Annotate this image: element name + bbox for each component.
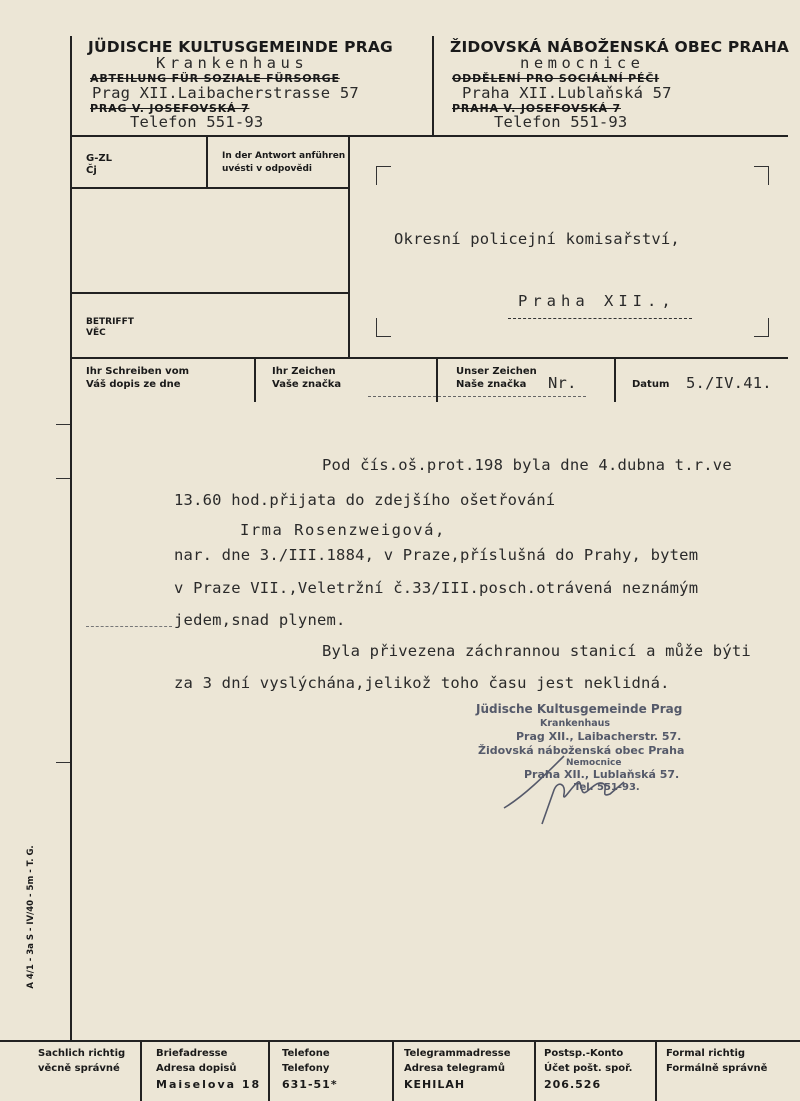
recipient-line-2: Praha XII., (518, 292, 676, 310)
recipient-line-1: Okresní policejní komisařství, (394, 230, 680, 248)
window-corner-tr (754, 166, 769, 185)
footer-divider-1 (140, 1041, 142, 1101)
phone-cz: Telefon 551-93 (494, 113, 628, 131)
footer-divider-2 (268, 1041, 270, 1101)
unser-zeichen-label-de: Unser Zeichen (456, 366, 537, 377)
gzl-label: G-ZL (86, 153, 112, 164)
footer-c5-cz: Účet pošt. spoř. (544, 1063, 633, 1074)
body-line-4: nar. dne 3./III.1884, v Praze,příslušná do Prahy, bytem (174, 546, 699, 564)
footer-c4-value: KEHILAH (404, 1078, 466, 1091)
footer-c3-value: 631-51* (282, 1078, 338, 1091)
stamp-line-5: Nemocnice (566, 758, 622, 768)
footer-c6-de: Formal richtig (666, 1048, 746, 1059)
window-corner-tl (376, 166, 391, 185)
margin-tick (56, 762, 70, 763)
phone-de: Telefon 551-93 (130, 113, 264, 131)
body-line-3: Irma Rosenzweigová, (240, 521, 446, 539)
address-cz: Praha XII.Lublaňská 57 (462, 84, 672, 102)
signature (494, 746, 634, 826)
body-line-8: za 3 dní vyslýchána,jelikož toho času jest neklidná. (174, 674, 670, 692)
stamp-line-2: Krankenhaus (540, 718, 611, 729)
body-dotted-mark (86, 626, 172, 627)
recipient-underline (508, 318, 692, 319)
antwort-label-de: In der Antwort anführen (222, 151, 346, 161)
antwort-label-cz: uvésti v odpovědi (222, 164, 313, 174)
header-divider (432, 36, 434, 136)
org-name-cz: ŽIDOVSKÁ NÁBOŽENSKÁ OBEC PRAHA (450, 38, 790, 56)
footer-c1-cz: věcně správné (38, 1063, 120, 1074)
org-name-de: JÜDISCHE KULTUSGEMEINDE PRAG (88, 38, 393, 56)
ihr-schreiben-label-de: Ihr Schreiben vom (86, 366, 189, 377)
footer-c5-value: 206.526 (544, 1078, 602, 1091)
stamp-line-1: Jüdische Kultusgemeinde Prag (476, 702, 683, 716)
stamp-line-7: Tel. 551-93. (574, 782, 640, 793)
ref-divider-1 (254, 358, 256, 402)
address-de: Prag XII.Laibacherstrasse 57 (92, 84, 359, 102)
footer-c3-cz: Telefony (282, 1063, 330, 1074)
old-address-cz: PRAHA V. JOSEFOVSKÁ 7 (452, 102, 621, 115)
window-corner-br (754, 318, 769, 337)
footer-divider-4 (534, 1041, 536, 1101)
margin-tick (56, 424, 70, 425)
footer-c4-de: Telegrammadresse (404, 1048, 511, 1059)
body-line-2: 13.60 hod.přijata do zdejšího ošetřování (174, 491, 556, 509)
unser-zeichen-value: Nr. (548, 374, 577, 392)
body-line-6: jedem,snad plynem. (174, 611, 346, 629)
ihr-zeichen-label-de: Ihr Zeichen (272, 366, 336, 377)
datum-value: 5./IV.41. (686, 374, 772, 392)
header-bottom-line (70, 135, 788, 137)
field-divider (348, 136, 350, 358)
unser-zeichen-label-cz: Naše značka (456, 379, 527, 390)
old-address-de: PRAG V. JOSEFOVSKÁ 7 (90, 102, 250, 115)
margin-tick (56, 478, 70, 479)
footer-c2-de: Briefadresse (156, 1048, 228, 1059)
body-line-1: Pod čís.oš.prot.198 byla dne 4.dubna t.r.ve (322, 456, 732, 474)
vec-label: VĚC (86, 328, 106, 338)
body-line-7: Byla přivezena záchrannou stanicí a může býti (322, 642, 751, 660)
footer-c1-de: Sachlich richtig (38, 1048, 126, 1059)
dept-de: Krankenhaus (156, 54, 309, 72)
footer-c2-cz: Adresa dopisů (156, 1063, 237, 1074)
side-form-code: A 4/1 - 3a S - IV/40 - 5m - T. G. (26, 845, 36, 989)
gzl-bottom-line (70, 187, 349, 189)
footer-c2-value: Maiselova 18 (156, 1078, 262, 1091)
window-corner-bl (376, 318, 391, 337)
footer-c5-de: Postsp.-Konto (544, 1048, 624, 1059)
ref-divider-3 (614, 358, 616, 402)
datum-label: Datum (632, 379, 670, 390)
ihr-zeichen-label-cz: Vaše značka (272, 379, 342, 390)
ihr-schreiben-label-cz: Váš dopis ze dne (86, 379, 181, 390)
footer-c6-cz: Formálně správně (666, 1063, 768, 1074)
reference-top-line (70, 357, 788, 359)
stamp-line-4: Židovská náboženská obec Praha (478, 744, 685, 757)
cj-label: Čj (86, 165, 97, 176)
footer-divider-5 (655, 1041, 657, 1101)
stamp-line-3: Prag XII., Laibacherstr. 57. (516, 730, 682, 743)
body-line-5: v Praze VII.,Veletržní č.33/III.posch.otrávená neznámým (174, 579, 699, 597)
footer-c3-de: Telefone (282, 1048, 330, 1059)
reference-dotted-line (368, 396, 586, 397)
gzl-divider (206, 136, 208, 188)
footer-top-line (0, 1040, 800, 1042)
old-dept-de: ABTEILUNG FÜR SOZIALE FÜRSORGE (90, 72, 340, 85)
betrifft-label: BETRIFFT (86, 317, 134, 327)
betrifft-top-line (70, 292, 349, 294)
stamp-line-6: Praha XII., Lublaňská 57. (524, 768, 680, 781)
footer-c4-cz: Adresa telegramů (404, 1063, 505, 1074)
old-dept-cz: ODDĚLENÍ PRO SOCIÁLNÍ PÉČI (452, 72, 660, 85)
footer-divider-3 (392, 1041, 394, 1101)
dept-cz: nemocnice (520, 54, 645, 72)
